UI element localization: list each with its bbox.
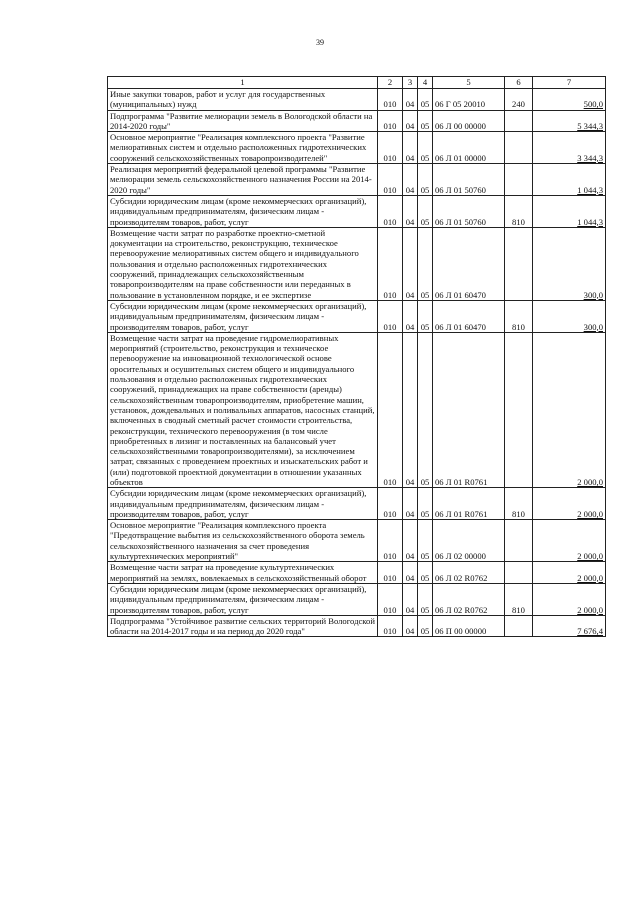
row-pr: 05	[418, 615, 433, 637]
row-name: Возмещение части затрат на проведение гидромелиоративных мероприятий (строительство, реконструкция и техническое перевооружение на инновационной технологической основе оросительных и осушительных систем общего и индивидуального пользования и отдельно расположенных гидротехнических сооружений, принадлежащих на праве собственности (аренды) сельскохозяйственным товаропроизводителям, приобретение машин, установок, дождевальных и поливальных аппаратов, насосных станций, включенных в сводный сметный расчет стоимости строительства, реконструкции, технического перевооружения (в том числе приобретенных в лизинг и поставленных на балансовый учет сельскохозяйственными товаропроизводителями), за исключением затрат, связанных с проведением проектных и изыскательских работ и (или) подготовкой проектной документации в отношении указанных объектов	[108, 332, 378, 487]
row-name: Субсидии юридическим лицам (кроме некоммерческих организаций), индивидуальным предпринимателям, физическим лицам - производителям товаров, работ, услуг	[108, 583, 378, 615]
row-amount: 1 044,3	[533, 195, 606, 227]
row-csr: 06 Л 01 R0761	[433, 488, 505, 520]
row-rz: 04	[403, 89, 418, 111]
row-grbs: 010	[378, 332, 403, 487]
row-rz: 04	[403, 615, 418, 637]
row-vr: 810	[505, 195, 533, 227]
row-name: Подпрограмма "Устойчивое развитие сельских территорий Вологодской области на 2014-2017 годы и на период до 2020 года"	[108, 615, 378, 637]
header-row	[108, 77, 606, 89]
row-grbs: 010	[378, 562, 403, 584]
table-row	[108, 300, 606, 332]
row-vr	[505, 562, 533, 584]
row-name: Реализация мероприятий федеральной целевой программы "Развитие мелиорации земель сельскохозяйственного назначения России на 2014-2020 годы"	[108, 164, 378, 196]
row-pr: 05	[418, 583, 433, 615]
row-csr: 06 Л 01 50760	[433, 164, 505, 196]
table-row	[108, 583, 606, 615]
header-cell-4: 4	[418, 77, 433, 89]
row-vr	[505, 227, 533, 300]
row-vr	[505, 110, 533, 132]
row-name: Возмещение части затрат по разработке проектно-сметной документации на строительство, реконструкцию, техническое перевооружение мелиоративных систем общего и индивидуального пользования и отдельно расположенных гидротехнических сооружений, принадлежащих сельскохозяйственным товаропроизводителям на праве собственности или переданных в пользование в установленном порядке, и ее экспертизе	[108, 227, 378, 300]
row-csr: 06 Л 01 60470	[433, 227, 505, 300]
table-row	[108, 132, 606, 164]
row-amount: 2 000,0	[533, 520, 606, 562]
row-grbs: 010	[378, 488, 403, 520]
header-cell-2: 2	[378, 77, 403, 89]
row-grbs: 010	[378, 520, 403, 562]
row-pr: 05	[418, 520, 433, 562]
row-grbs: 010	[378, 164, 403, 196]
row-name: Основное мероприятие "Реализация комплексного проекта "Предотвращение выбытия из сельскохозяйственного оборота земель сельскохозяйственного назначения за счет проведения культуртехнических мероприятий"	[108, 520, 378, 562]
row-vr	[505, 615, 533, 637]
row-csr: 06 Л 01 R0761	[433, 332, 505, 487]
row-grbs: 010	[378, 89, 403, 111]
row-amount: 5 344,3	[533, 110, 606, 132]
row-csr: 06 П 00 00000	[433, 615, 505, 637]
table-row	[108, 488, 606, 520]
row-pr: 05	[418, 562, 433, 584]
table-row	[108, 110, 606, 132]
row-grbs: 010	[378, 615, 403, 637]
row-amount: 300,0	[533, 227, 606, 300]
row-rz: 04	[403, 164, 418, 196]
row-vr: 240	[505, 89, 533, 111]
row-grbs: 010	[378, 110, 403, 132]
row-pr: 05	[418, 164, 433, 196]
table-row	[108, 227, 606, 300]
row-vr	[505, 132, 533, 164]
row-rz: 04	[403, 300, 418, 332]
row-grbs: 010	[378, 583, 403, 615]
row-amount: 2 000,0	[533, 488, 606, 520]
row-csr: 06 Г 05 20010	[433, 89, 505, 111]
page-number: 39	[316, 38, 324, 47]
row-rz: 04	[403, 488, 418, 520]
row-vr	[505, 520, 533, 562]
row-vr	[505, 332, 533, 487]
row-rz: 04	[403, 227, 418, 300]
row-pr: 05	[418, 332, 433, 487]
row-amount: 2 000,0	[533, 332, 606, 487]
row-grbs: 010	[378, 227, 403, 300]
row-name: Подпрограмма "Развитие мелиорации земель в Вологодской области на 2014-2020 годы"	[108, 110, 378, 132]
row-name: Основное мероприятие "Реализация комплексного проекта "Развитие мелиоративных систем и отдельно расположенных гидротехнических сооружений сельскохозяйственных товаропроизводителей"	[108, 132, 378, 164]
table-row	[108, 562, 606, 584]
row-amount: 300,0	[533, 300, 606, 332]
row-csr: 06 Л 01 60470	[433, 300, 505, 332]
row-amount: 7 676,4	[533, 615, 606, 637]
row-vr	[505, 164, 533, 196]
row-rz: 04	[403, 110, 418, 132]
row-rz: 04	[403, 520, 418, 562]
row-pr: 05	[418, 227, 433, 300]
row-rz: 04	[403, 562, 418, 584]
row-pr: 05	[418, 300, 433, 332]
row-csr: 06 Л 02 00000	[433, 520, 505, 562]
row-pr: 05	[418, 488, 433, 520]
header-cell-6: 6	[505, 77, 533, 89]
row-grbs: 010	[378, 300, 403, 332]
table-row	[108, 615, 606, 637]
table-row	[108, 89, 606, 111]
header-cell-7: 7	[533, 77, 606, 89]
row-pr: 05	[418, 132, 433, 164]
row-name: Возмещение части затрат на проведение культуртехнических мероприятий на землях, вовлекаемых в сельскохозяйственный оборот	[108, 562, 378, 584]
row-vr: 810	[505, 583, 533, 615]
table-row	[108, 164, 606, 196]
row-vr: 810	[505, 300, 533, 332]
header-cell-1: 1	[108, 77, 378, 89]
header-cell-5: 5	[433, 77, 505, 89]
row-amount: 3 344,3	[533, 132, 606, 164]
row-vr: 810	[505, 488, 533, 520]
row-amount: 1 044,3	[533, 164, 606, 196]
table-row	[108, 332, 606, 487]
row-amount: 2 000,0	[533, 562, 606, 584]
row-rz: 04	[403, 332, 418, 487]
row-pr: 05	[418, 110, 433, 132]
row-rz: 04	[403, 132, 418, 164]
row-rz: 04	[403, 583, 418, 615]
row-pr: 05	[418, 195, 433, 227]
row-name: Субсидии юридическим лицам (кроме некоммерческих организаций), индивидуальным предпринимателям, физическим лицам - производителям товаров, работ, услуг	[108, 195, 378, 227]
budget-table	[107, 76, 606, 637]
row-csr: 06 Л 00 00000	[433, 110, 505, 132]
header-cell-3: 3	[403, 77, 418, 89]
row-csr: 06 Л 01 50760	[433, 195, 505, 227]
row-name: Субсидии юридическим лицам (кроме некоммерческих организаций), индивидуальным предпринимателям, физическим лицам - производителям товаров, работ, услуг	[108, 300, 378, 332]
row-rz: 04	[403, 195, 418, 227]
row-amount: 2 000,0	[533, 583, 606, 615]
row-amount: 500,0	[533, 89, 606, 111]
row-grbs: 010	[378, 132, 403, 164]
row-csr: 06 Л 02 R0762	[433, 562, 505, 584]
row-csr: 06 Л 01 00000	[433, 132, 505, 164]
table-row	[108, 195, 606, 227]
row-name: Иные закупки товаров, работ и услуг для государственных (муниципальных) нужд	[108, 89, 378, 111]
row-pr: 05	[418, 89, 433, 111]
table-row	[108, 520, 606, 562]
row-grbs: 010	[378, 195, 403, 227]
row-csr: 06 Л 02 R0762	[433, 583, 505, 615]
row-name: Субсидии юридическим лицам (кроме некоммерческих организаций), индивидуальным предпринимателям, физическим лицам - производителям товаров, работ, услуг	[108, 488, 378, 520]
